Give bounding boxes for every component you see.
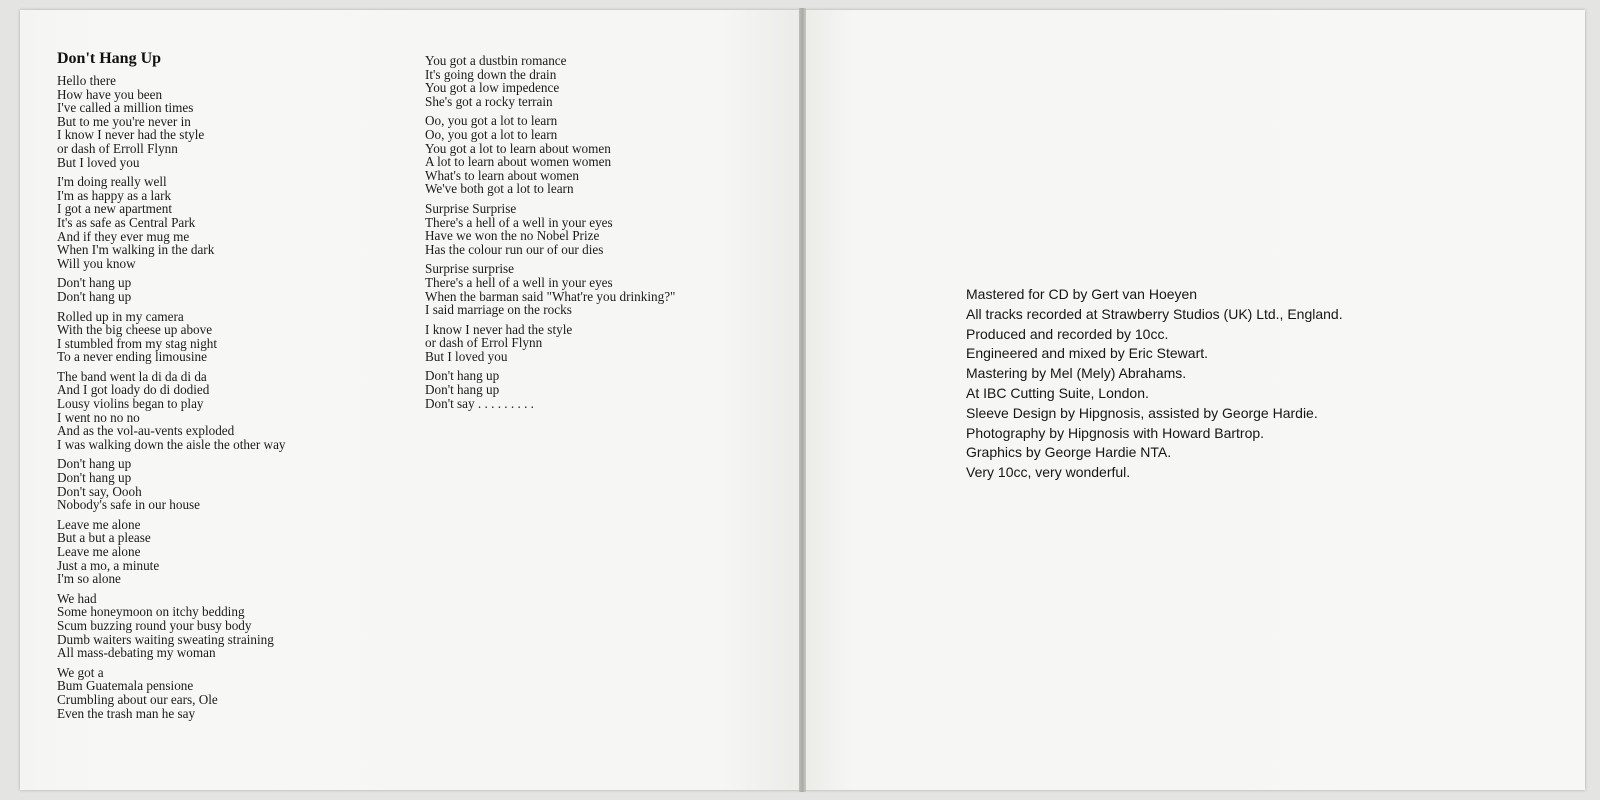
lyrics-column-1-stanzas: [57, 74, 387, 720]
lyric-line: Just a mo, a minute: [57, 557, 160, 573]
lyric-line: Leave me alone: [57, 544, 141, 559]
lyric-line: I said marriage on the rocks: [425, 302, 572, 318]
credit-line: Produced and recorded by 10cc.: [966, 325, 1169, 342]
lyric-line: Some honeymoon on itchy bedding: [57, 604, 245, 620]
lyric-line: Oo, you got a lot to learn: [425, 113, 558, 129]
lyric-line: But I loved you: [57, 154, 140, 170]
lyric-line: We've both got a lot to learn: [425, 181, 574, 197]
credit-line: At IBC Cutting Suite, London.: [966, 384, 1149, 401]
credit-line: All tracks recorded at Strawberry Studios (UK) Ltd., England.: [966, 305, 1343, 322]
lyric-line: Don't hang up: [425, 382, 500, 398]
lyric-line: I went no no no: [57, 409, 140, 425]
stanza: [57, 175, 387, 270]
lyric-line: There's a hell of a well in your eyes: [425, 214, 613, 230]
lyric-line: or dash of Errol Flynn: [425, 335, 543, 351]
credits-block: [966, 285, 1343, 483]
lyric-line: Will you know: [57, 255, 136, 271]
stanza: [425, 369, 755, 410]
booklet-spine: [799, 8, 806, 792]
lyric-line: You got a lot to learn about women: [425, 140, 611, 156]
credit-line: Photography by Hipgnosis with Howard Bartrop.: [966, 424, 1265, 441]
stanza: [425, 54, 755, 108]
lyrics-column-2-stanzas: [425, 54, 755, 410]
lyric-line: I'm doing really well: [57, 174, 167, 190]
song-title: Don't Hang Up: [57, 50, 162, 67]
lyrics-column-2: [425, 54, 755, 416]
lyric-line: The band went la di da di da: [57, 368, 207, 384]
lyric-line: I'm as happy as a lark: [57, 187, 172, 203]
stanza: [425, 114, 755, 196]
lyric-line: How have you been: [57, 86, 163, 102]
lyric-line: All mass-debating my woman: [57, 645, 216, 661]
stanza: [57, 310, 387, 364]
stanza: [425, 262, 755, 316]
lyric-line: I know I never had the style: [57, 127, 205, 143]
lyric-line: Oo, you got a lot to learn: [425, 126, 558, 142]
lyric-line: Rolled up in my camera: [57, 308, 184, 324]
credit-line: Very 10cc, very wonderful.: [966, 464, 1131, 481]
lyric-line: And if they ever mug me: [57, 228, 190, 244]
credit-line: Sleeve Design by Hipgnosis, assisted by George Hardie.: [966, 404, 1318, 421]
lyric-line: Has the colour run our of our dies: [425, 241, 604, 257]
lyric-line: Crumbling about our ears, Ole: [57, 691, 218, 707]
lyric-line: I'm so alone: [57, 571, 121, 587]
lyric-line: It's going down the drain: [425, 66, 557, 82]
lyric-line: We had: [57, 590, 97, 606]
lyric-line: With the big cheese up above: [57, 322, 213, 338]
stanza: [57, 276, 387, 303]
lyric-line: And as the vol-au-vents exploded: [57, 423, 235, 439]
lyric-line: Scum buzzing round your busy body: [57, 617, 252, 633]
lyric-line: I was walking down the aisle the other way: [57, 436, 286, 452]
lyric-line: There's a hell of a well in your eyes: [425, 274, 613, 290]
stanza: [425, 202, 755, 256]
lyric-line: But to me you're never in: [57, 113, 191, 129]
lyric-line: Don't say, Oooh: [57, 483, 142, 499]
lyric-line: or dash of Erroll Flynn: [57, 140, 178, 156]
lyrics-column-1: [57, 50, 387, 726]
stanza: [57, 370, 387, 452]
credit-line: Graphics by George Hardie NTA.: [966, 444, 1172, 461]
lyric-line: To a never ending limousine: [57, 349, 207, 365]
stanza: [57, 666, 387, 720]
lyric-line: Don't hang up: [57, 288, 132, 304]
lyric-line: A lot to learn about women women: [425, 154, 612, 170]
lyric-line: She's got a rocky terrain: [425, 93, 553, 109]
lyric-line: What's to learn about women: [425, 167, 579, 183]
lyric-line: I stumbled from my stag night: [57, 335, 218, 351]
lyric-line: Dumb waiters waiting sweating straining: [57, 631, 274, 647]
lyric-line: You got a dustbin romance: [425, 53, 567, 68]
lyric-line: Hello there: [57, 73, 116, 88]
credit-line: Mastered for CD by Gert van Hoeyen: [966, 286, 1198, 302]
credit-line: Engineered and mixed by Eric Stewart.: [966, 345, 1209, 362]
lyric-line: Don't hang up: [57, 470, 132, 486]
lyric-line: Surprise surprise: [425, 261, 515, 277]
lyric-line: When I'm walking in the dark: [57, 242, 215, 258]
lyric-line: But I loved you: [425, 348, 508, 364]
lyric-line: I know I never had the style: [425, 321, 573, 337]
lyric-line: Don't hang up: [57, 275, 132, 291]
lyric-line: Even the trash man he say: [57, 705, 196, 721]
lyric-line: You got a low impedence: [425, 80, 560, 96]
lyric-line: Bum Guatemala pensione: [57, 678, 194, 694]
lyric-line: Don't hang up: [425, 368, 500, 384]
lyric-line: Don't hang up: [57, 456, 132, 472]
lyric-line: I got a new apartment: [57, 201, 172, 217]
lyric-line: Surprise Surprise: [425, 200, 517, 216]
stanza: [57, 74, 387, 169]
credit-line: Mastering by Mel (Mely) Abrahams.: [966, 365, 1187, 382]
lyric-line: It's as safe as Central Park: [57, 214, 196, 230]
lyric-line: Have we won the no Nobel Prize: [425, 228, 600, 244]
lyric-line: When the barman said "What're you drinking?": [425, 288, 676, 304]
lyric-line: Nobody's safe in our house: [57, 497, 201, 513]
lyric-line: And I got loady do di dodied: [57, 382, 210, 398]
stanza: [57, 457, 387, 511]
lyric-line: Lousy violins began to play: [57, 396, 204, 412]
lyric-line: Don't say . . . . . . . . .: [425, 395, 534, 411]
stanza: [57, 518, 387, 586]
stanza: [57, 592, 387, 660]
lyric-line: We got a: [57, 664, 104, 680]
lyric-line: But a but a please: [57, 530, 151, 546]
lyric-line: Leave me alone: [57, 516, 141, 532]
stanza: [425, 323, 755, 364]
lyric-line: I've called a million times: [57, 100, 194, 116]
